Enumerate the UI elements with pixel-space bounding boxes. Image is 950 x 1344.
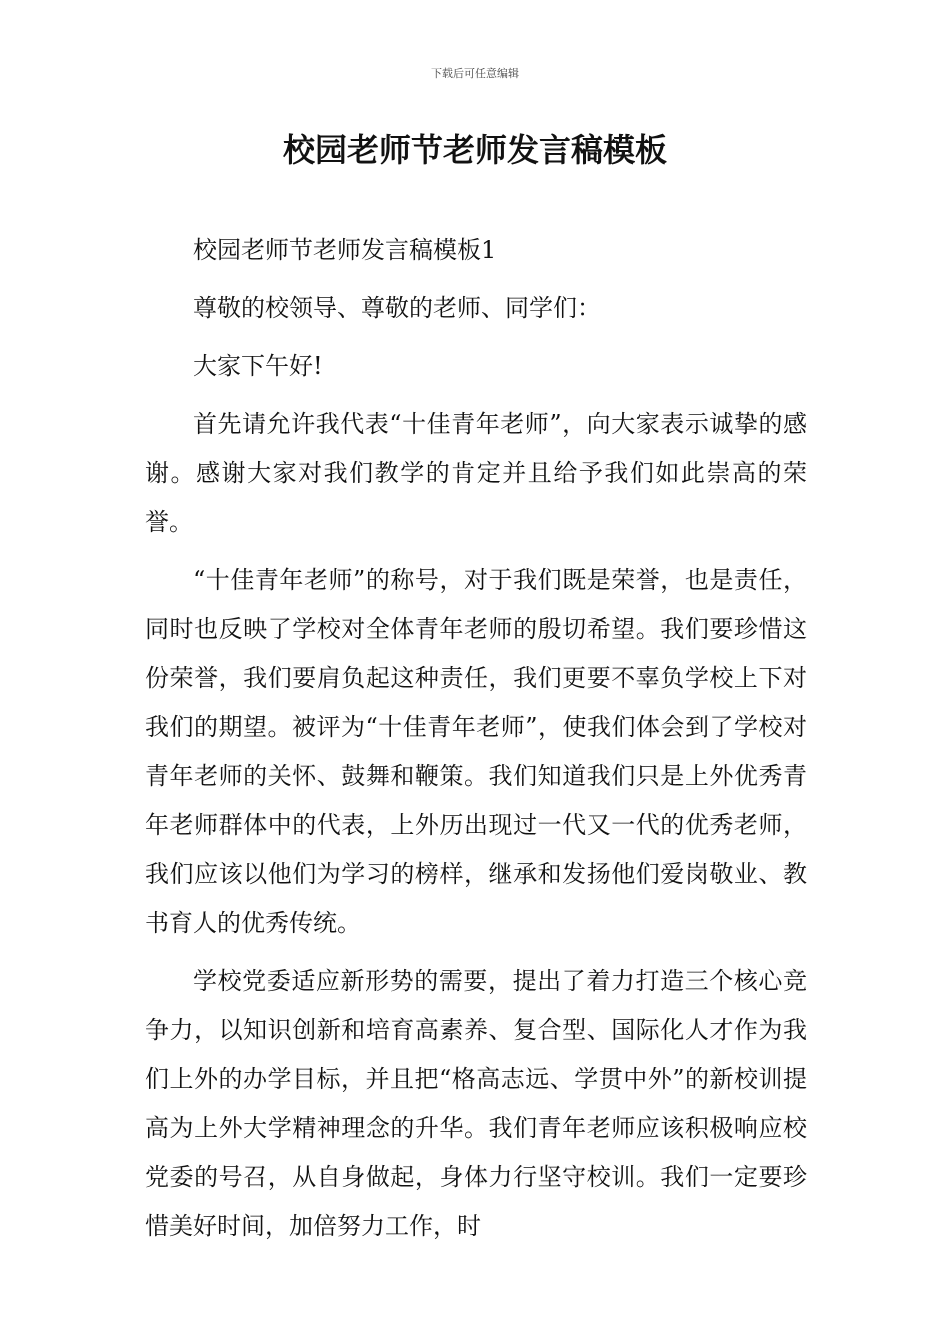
document-body [145,226,807,1251]
paragraph-thanks: 首先请允许我代表“十佳青年老师”，向大家表示诚挚的感谢。感谢大家对我们教学的肯定并且给予我们如此崇高的荣誉。 [145,410,807,536]
paragraph-honor: “十佳青年老师”的称号，对于我们既是荣誉，也是责任，同时也反映了学校对全体青年老师的殷切希望。我们要珍惜这份荣誉，我们要肩负起这种责任，我们更要不辜负学校上下对我们的期望。被评为“十佳青年老师”，使我们体会到了学校对青年老师的关怀、鼓舞和鞭策。我们知道我们只是上外优秀青年老师群体中的代表，上外历出现过一代又一代的优秀老师，我们应该以他们为学习的榜样，继承和发扬他们爱岗敬业、教书育人的优秀传统。 [145,566,807,937]
paragraph-subtitle: 校园老师节老师发言稿模板1 [193,236,497,264]
paragraph-greeting: 大家下午好! [193,352,323,380]
header-note: 下载后可任意编辑 [431,67,519,80]
paragraph-school-goals: 学校党委适应新形势的需要，提出了着力打造三个核心竞争力，以知识创新和培育高素养、复合型、国际化人才作为我们上外的办学目标，并且把“格高志远、学贯中外”的新校训提高为上外大学精神理念的升华。我们青年老师应该积极响应校党委的号召，从自身做起，身体力行坚守校训。我们一定要珍惜美好时间，加倍努力工作，时 [145,967,807,1240]
document-title: 校园老师节老师发言稿模板 [282,131,667,169]
paragraph-salutation: 尊敬的校领导、尊敬的老师、同学们： [193,294,601,322]
